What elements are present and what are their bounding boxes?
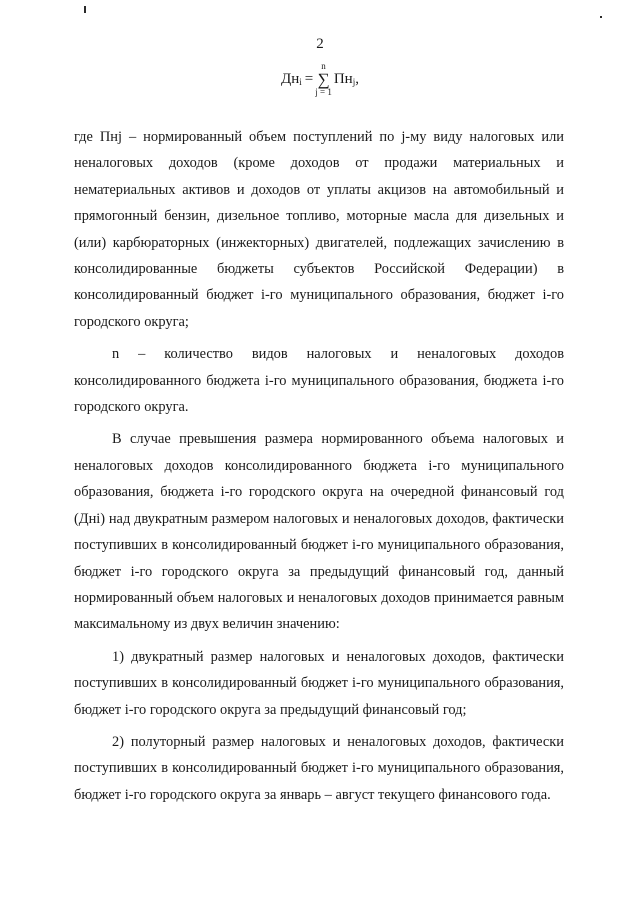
- paragraph-definition-pnj: где Пнj – нормированный объем поступлений по j-му виду налоговых или неналоговых доходов (кроме доходов от продажи материальных и нематериальных активов и доходов от уплаты акцизов на автомобильный и прямогонный бензин, дизельное топливо, моторные масла для дизельных и (или) карбюраторных (инжекторных) двигателей, подлежащих зачислению в консолидированные бюджеты субъектов Российской Федерации) в консолидированный бюджет i-го муниципального образования, бюджет i-го городского округа;: [74, 129, 564, 330]
- formula-rhs: $Пн_j$: [333, 71, 356, 87]
- scan-mark-top-right: [600, 16, 602, 18]
- sum-symbol: ∑: [317, 70, 330, 89]
- formula-lhs: $Дн_i$: [281, 71, 302, 87]
- paragraph-excess-rule: В случае превышения размера нормированного объема налоговых и неналоговых доходов консолидированного бюджета i-го муниципального образования, бюджета i-го городского округа на очередной финансовый год (Днi) над двукратным размером налоговых и неналоговых доходов, фактически поступивших в консолидированный бюджет i-го муниципального образования, бюджет i-го городского округа за предыдущий финансовый год, данный нормированный объем налоговых и неналоговых доходов принимается равным максимальному из двух величин значению:: [74, 431, 564, 633]
- sum-upper-limit: n: [321, 61, 326, 71]
- paragraph-option-1: 1) двукратный размер налоговых и неналоговых доходов, фактически поступивших в консолидированный бюджет i-го муниципального образования, бюджет i-го городского округа за предыдущий финансовый год;: [74, 648, 564, 718]
- scan-mark-top-left: [84, 6, 86, 13]
- document-body: [74, 124, 564, 808]
- formula-equals: =: [304, 71, 314, 87]
- formula: [0, 62, 640, 97]
- sum-lower-limit: j = 1: [315, 87, 332, 97]
- formula-tail: ,: [355, 71, 359, 87]
- sum-operator: [315, 62, 332, 97]
- paragraph-definition-n: n – количество видов налоговых и неналоговых доходов консолидированного бюджета i-го муниципального образования, бюджета i-го городского округа.: [74, 346, 564, 416]
- paragraph-option-2: 2) полуторный размер налоговых и неналоговых доходов, фактически поступивших в консолидированный бюджет i-го муниципального образования, бюджет i-го городского округа за январь – август текущего финансового года.: [74, 733, 564, 803]
- page-number: 2: [316, 36, 324, 52]
